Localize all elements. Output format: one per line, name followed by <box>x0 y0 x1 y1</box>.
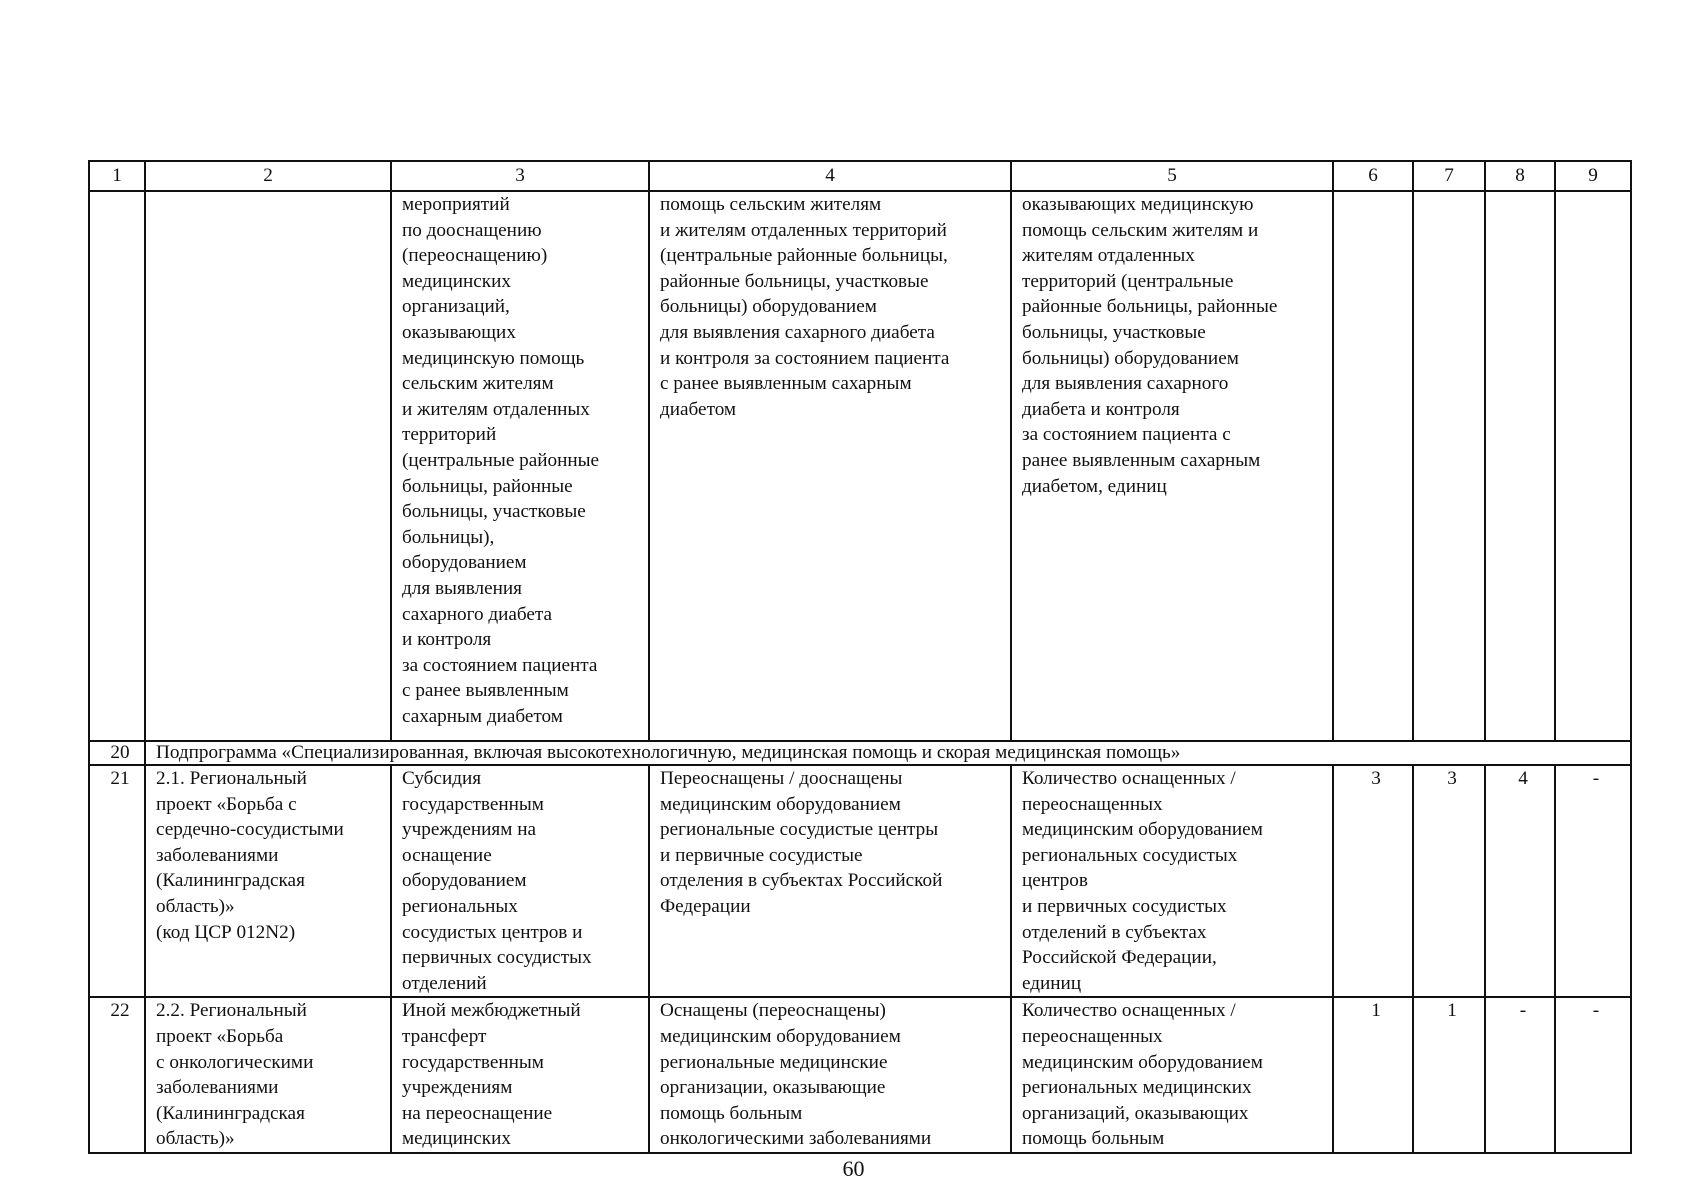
header-col-3: 3 <box>391 161 649 191</box>
row-number <box>89 191 145 741</box>
result-cell: помощь сельским жителям и жителям отдаленных территорий (центральные районные больницы, районные больницы, участковые больницы) оборудованием для выявления сахарного диабета и контроля за состоянием пациента с ранее выявленным сахарным диабетом <box>649 191 1011 741</box>
measure-cell: Субсидия государственным учреждениям на оснащение оборудованием региональных сосудистых центров и первичных сосудистых отделений <box>391 765 649 997</box>
project-cell <box>145 191 391 741</box>
measure-cell: мероприятий по дооснащению (переоснащению) медицинских организаций, оказывающих медицинскую помощь сельским жителям и жителям отдаленных территорий (центральные районные больницы, районные больницы, участковые больницы), оборудованием для выявления сахарного диабета и контроля за состоянием пациента с ранее выявленным сахарным диабетом <box>391 191 649 741</box>
header-col-8: 8 <box>1485 161 1555 191</box>
measure-cell: Иной межбюджетный трансферт государственным учреждениям на переоснащение медицинских <box>391 997 649 1153</box>
value-col-7: 1 <box>1413 997 1485 1153</box>
subprogram-row <box>89 741 1631 765</box>
indicator-cell: Количество оснащенных / переоснащенных медицинским оборудованием региональных медицинских организаций, оказывающих помощь больным <box>1011 997 1333 1153</box>
value-col-9 <box>1555 191 1631 741</box>
value-col-8 <box>1485 191 1555 741</box>
table-row <box>89 997 1631 1153</box>
row-number: 22 <box>89 997 145 1153</box>
value-col-8: - <box>1485 997 1555 1153</box>
value-col-6: 3 <box>1333 765 1413 997</box>
header-col-6: 6 <box>1333 161 1413 191</box>
value-col-7 <box>1413 191 1485 741</box>
project-cell: 2.1. Региональный проект «Борьба с сердечно-сосудистыми заболеваниями (Калининградская область)» (код ЦСР 012N2) <box>145 765 391 997</box>
project-cell: 2.2. Региональный проект «Борьба с онкологическими заболеваниями (Калининградская область)» <box>145 997 391 1153</box>
header-row <box>89 161 1631 191</box>
indicator-cell: оказывающих медицинскую помощь сельским жителям и жителям отдаленных территорий (центральные районные больницы, районные больницы, участковые больницы) оборудованием для выявления сахарного диабета и контроля за состоянием пациента с ранее выявленным сахарным диабетом, единиц <box>1011 191 1333 741</box>
header-col-7: 7 <box>1413 161 1485 191</box>
value-col-8: 4 <box>1485 765 1555 997</box>
result-cell: Оснащены (переоснащены) медицинским оборудованием региональные медицинские организации, оказывающие помощь больным онкологическими заболеваниями <box>649 997 1011 1153</box>
indicator-cell: Количество оснащенных / переоснащенных медицинским оборудованием региональных сосудистых центров и первичных сосудистых отделений в субъектах Российской Федерации, единиц <box>1011 765 1333 997</box>
subprogram-title: Подпрограмма «Специализированная, включая высокотехнологичную, медицинская помощь и скорая медицинская помощь» <box>145 741 1631 765</box>
value-col-7: 3 <box>1413 765 1485 997</box>
row-number: 21 <box>89 765 145 997</box>
value-col-6: 1 <box>1333 997 1413 1153</box>
header-col-4: 4 <box>649 161 1011 191</box>
program-table <box>88 160 1632 1154</box>
value-col-9: - <box>1555 997 1631 1153</box>
value-col-9: - <box>1555 765 1631 997</box>
row-number: 20 <box>89 741 145 765</box>
value-col-6 <box>1333 191 1413 741</box>
header-col-9: 9 <box>1555 161 1631 191</box>
table-row-continued <box>89 191 1631 741</box>
header-col-2: 2 <box>145 161 391 191</box>
header-col-5: 5 <box>1011 161 1333 191</box>
page-number: 60 <box>842 1156 865 1181</box>
result-cell: Переоснащены / дооснащены медицинским оборудованием региональные сосудистые центры и первичные сосудистые отделения в субъектах Российской Федерации <box>649 765 1011 997</box>
header-col-1: 1 <box>89 161 145 191</box>
table-row <box>89 765 1631 997</box>
